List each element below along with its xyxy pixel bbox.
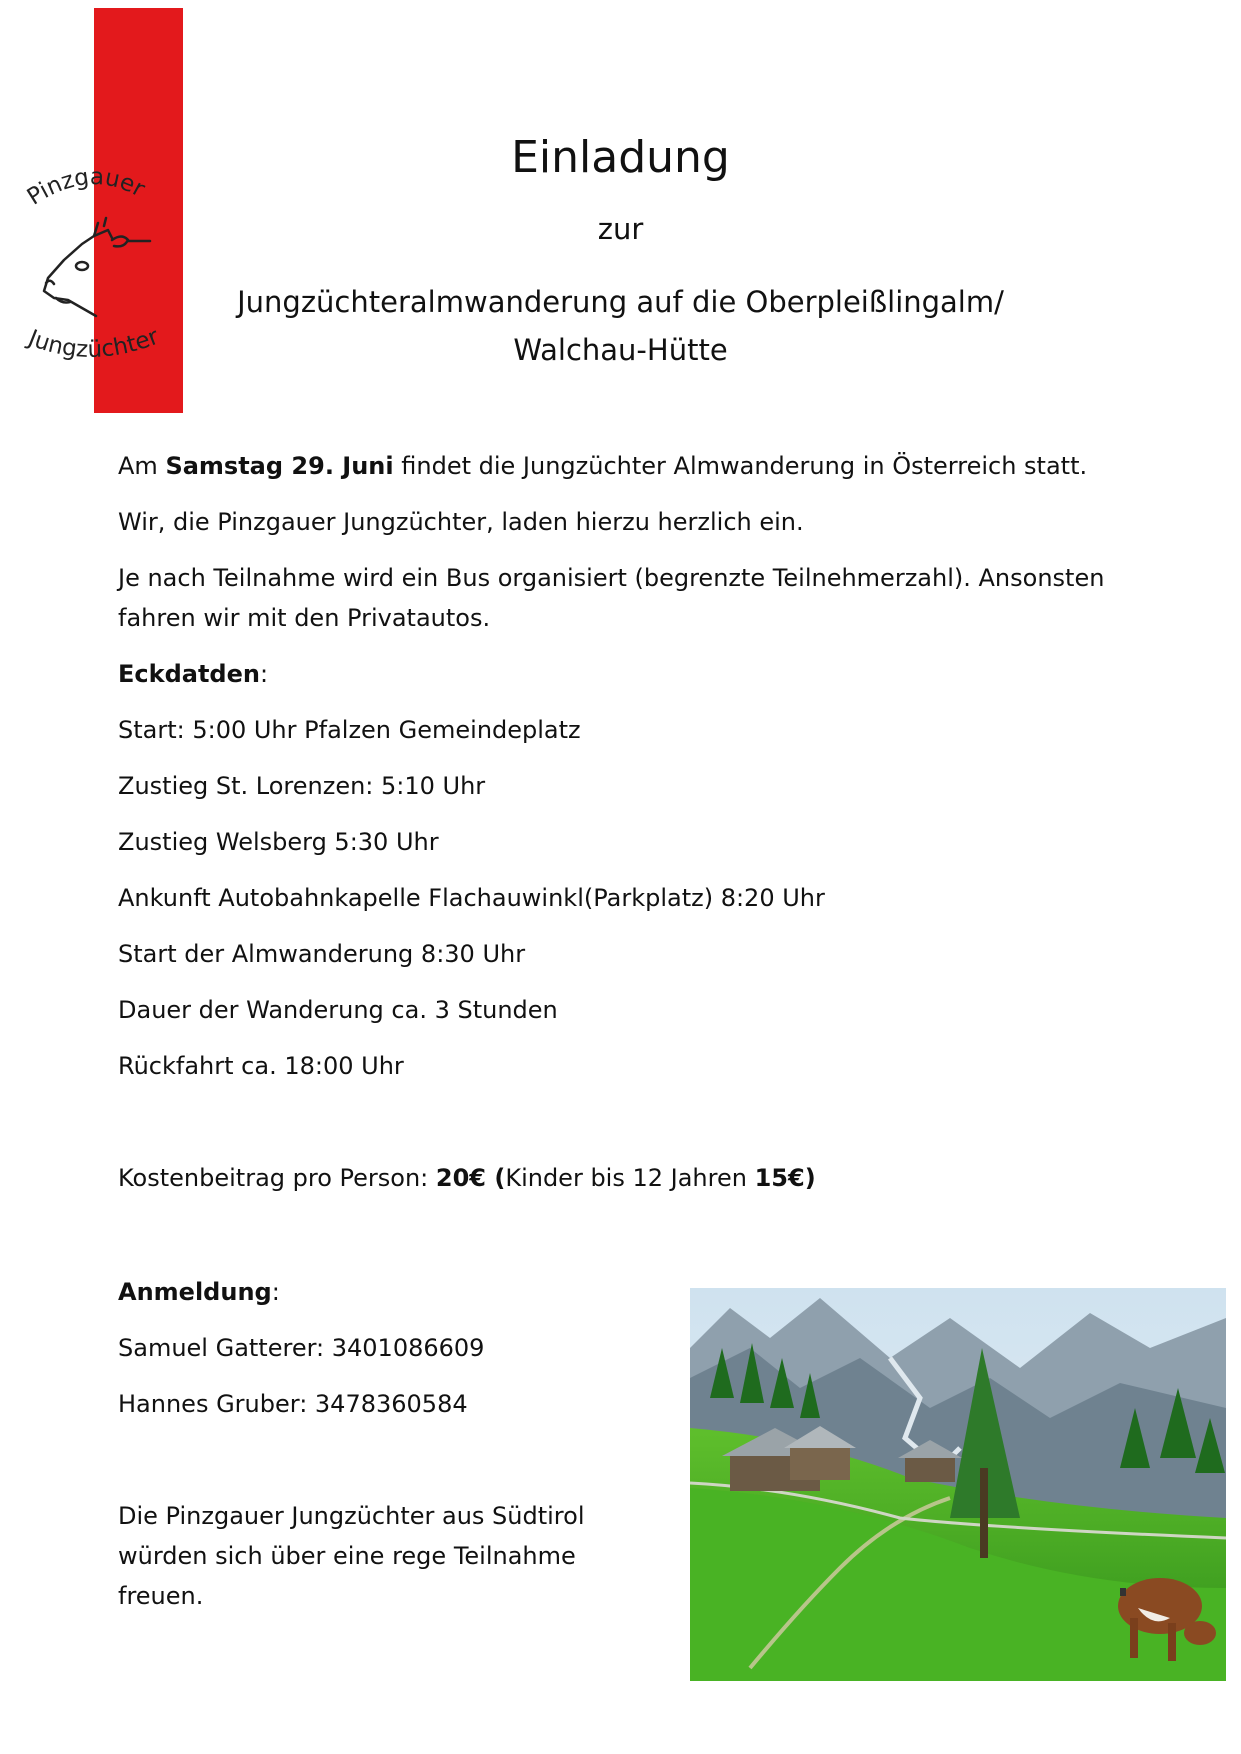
contact-item: Samuel Gatterer: 3401086609 (118, 1334, 485, 1362)
alpine-meadow-photo (690, 1288, 1226, 1681)
detail-item: Rückfahrt ca. 18:00 Uhr (118, 1052, 404, 1080)
registration-heading (118, 1272, 280, 1312)
detail-item: Dauer der Wanderung ca. 3 Stunden (118, 996, 558, 1024)
closing-line: würden sich über eine rege Teilnahme (118, 1542, 576, 1570)
paren: ( (486, 1164, 506, 1192)
child-price: 15€) (754, 1164, 816, 1192)
cost-line (118, 1158, 816, 1198)
detail-item: Start: 5:00 Uhr Pfalzen Gemeindeplatz (118, 716, 581, 744)
detail-item: Ankunft Autobahnkapelle Flachauwinkl(Parkplatz) 8:20 Uhr (118, 884, 825, 912)
intro-text: Am (118, 452, 166, 480)
colon: : (271, 1278, 280, 1306)
registration-heading-text: Anmeldung (118, 1278, 272, 1306)
adult-price: 20€ (435, 1164, 486, 1192)
details-heading (118, 654, 268, 694)
closing-line: Die Pinzgauer Jungzüchter aus Südtirol (118, 1502, 585, 1530)
intro-paragraph-1 (118, 446, 1087, 486)
logo-bottom-text: Jungzüchter (24, 323, 163, 363)
closing-line: freuen. (118, 1582, 204, 1610)
event-title (0, 278, 1241, 374)
cost-label: Kostenbeitrag pro Person: (118, 1164, 436, 1192)
page-subtitle: zur (597, 212, 644, 246)
event-date: Samstag 29. Juni (165, 452, 394, 480)
detail-item: Start der Almwanderung 8:30 Uhr (118, 940, 526, 968)
event-title-line2: Walchau-Hütte (513, 333, 728, 367)
intro-paragraph-3-line1: Je nach Teilnahme wird ein Bus organisiert (begrenzte Teilnehmerzahl). Ansonsten (118, 564, 1105, 592)
intro-paragraph-3-line2: fahren wir mit den Privatautos. (118, 604, 491, 632)
logo-top-text: Pinzgauer (22, 164, 150, 211)
contact-item: Hannes Gruber: 3478360584 (118, 1390, 468, 1418)
intro-text: findet die Jungzüchter Almwanderung in Österreich statt. (393, 452, 1088, 480)
colon: : (259, 660, 269, 688)
details-heading-text: Eckdatden (118, 660, 260, 688)
child-label: Kinder bis 12 Jahren (505, 1164, 755, 1192)
intro-paragraph-2: Wir, die Pinzgauer Jungzüchter, laden hierzu herzlich ein. (118, 508, 804, 536)
event-title-line1: Jungzüchteralmwanderung auf die Oberpleißlingalm/ (237, 285, 1004, 319)
detail-item: Zustieg St. Lorenzen: 5:10 Uhr (118, 772, 486, 800)
detail-item: Zustieg Welsberg 5:30 Uhr (118, 828, 439, 856)
page-title: Einladung (511, 132, 730, 183)
